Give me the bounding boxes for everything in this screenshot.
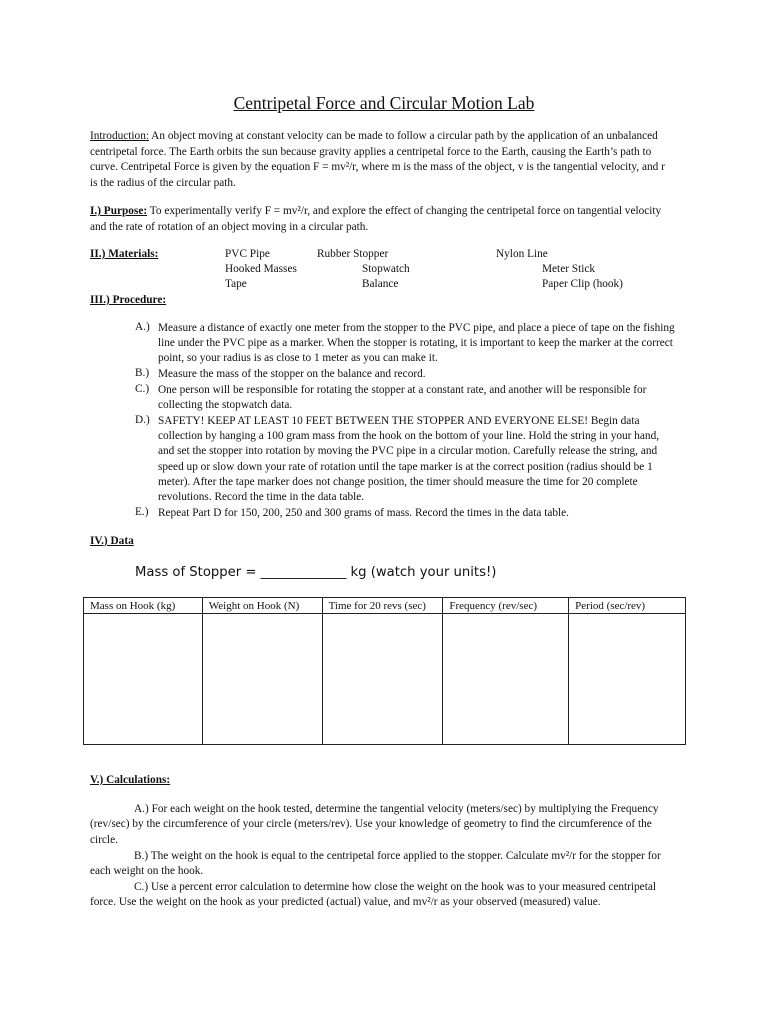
material-item: Rubber Stopper xyxy=(317,248,389,260)
calculation-item-a: A.) For each weight on the hook tested, determine the tangential velocity (meters/sec) by multiplying the Frequency (rev/sec) by the circumference of your circle (meters/rev). Use your knowledge of geometry to find the circumference of the circle. xyxy=(90,803,659,846)
procedure-step-e: Repeat Part D for 150, 200, 250 and 300 grams of mass. Record the times in the data table. xyxy=(158,507,569,519)
data-table xyxy=(83,597,686,745)
purpose-line-2: and the rate of rotation of an object moving in a circular path. xyxy=(90,220,369,233)
purpose-section xyxy=(90,204,690,235)
table-cell[interactable] xyxy=(84,614,203,745)
column-header: Weight on Hook (N) xyxy=(202,598,322,614)
procedure-step-d: SAFETY! KEEP AT LEAST 10 FEET BETWEEN THE STOPPER AND EVERYONE ELSE! Begin data collection by hanging a 100 gram mass from the hook on the bottom of your line. Hold the string in your hand, and set the stopper into rotation by moving the PVC pipe in a circular motion. Carefully release the string, and speed up or slow down your rate of rotation until the tape marker is at the correct position (radius should be 1 meter). After the tape marker does not change position, the timer should measure the time for 20 complete revolutions. Record the time in the data table. xyxy=(158,415,660,504)
table-cell[interactable] xyxy=(443,614,569,745)
intro-line-4: is the radius of the circular path. xyxy=(90,176,236,189)
intro-label: Introduction: xyxy=(90,130,149,142)
material-item: Hooked Masses xyxy=(225,263,297,275)
purpose-line-1: I.) Purpose: To experimentally verify F = mv²/r, and explore the effect of changing the centripetal force on tangential velocity xyxy=(90,205,662,217)
material-item: Balance xyxy=(362,278,399,290)
intro-line-2: centripetal force. The Earth orbits the sun because gravity applies a centripetal force to the Earth, causing the Earth’s path to xyxy=(90,145,652,158)
materials-label: II.) Materials: xyxy=(90,248,159,260)
calculations-label: V.) Calculations: xyxy=(90,774,171,786)
material-item: Tape xyxy=(225,278,247,290)
material-item: Stopwatch xyxy=(362,263,410,275)
table-row xyxy=(84,614,686,745)
step-letter: D.) xyxy=(135,414,150,426)
column-header: Period (sec/rev) xyxy=(569,598,686,614)
calculation-item-b: B.) The weight on the hook is equal to the centripetal force applied to the stopper. Calculate mv²/r for the stopper for each weight on the hook. xyxy=(90,850,661,878)
procedure-label: III.) Procedure: xyxy=(90,294,167,306)
table-cell[interactable] xyxy=(202,614,322,745)
table-cell[interactable] xyxy=(322,614,443,745)
procedure-step-c: One person will be responsible for rotating the stopper at a constant rate, and another will be responsible for collecting the stopwatch data. xyxy=(158,384,647,412)
data-label: IV.) Data xyxy=(90,535,134,547)
material-item: PVC Pipe xyxy=(225,248,270,260)
procedure-step-b: Measure the mass of the stopper on the balance and record. xyxy=(158,368,426,380)
introduction xyxy=(90,129,690,191)
document-title: Centripetal Force and Circular Motion Lab xyxy=(233,93,535,113)
intro-line-1: Introduction: An object moving at constant velocity can be made to follow a circular path by the application of an unbalanced xyxy=(90,130,658,142)
column-header: Mass on Hook (kg) xyxy=(84,598,203,614)
column-header: Frequency (rev/sec) xyxy=(443,598,569,614)
step-letter: E.) xyxy=(135,506,149,518)
step-letter: C.) xyxy=(135,383,150,395)
material-item: Meter Stick xyxy=(542,263,596,275)
material-item: Paper Clip (hook) xyxy=(542,278,623,290)
procedure-step-a: Measure a distance of exactly one meter from the stopper to the PVC pipe, and place a piece of tape on the fishing line under the PVC pipe as a marker. When the stopper is rotating, it is important to keep the marker at the correct point, so your radius is as close to 1 meter as you can make it. xyxy=(158,322,675,365)
table-cell[interactable] xyxy=(569,614,686,745)
calculation-item-c: C.) Use a percent error calculation to determine how close the weight on the hook was to your measured centripetal force. Use the weight on the hook as your predicted (actual) value, and mv²/r as your observed (measured) value. xyxy=(90,881,656,909)
step-letter: B.) xyxy=(135,367,150,379)
mass-of-stopper-line: Mass of Stopper = _____________ kg (watch your units!) xyxy=(135,565,497,580)
purpose-label: I.) Purpose: xyxy=(90,205,148,217)
column-header: Time for 20 revs (sec) xyxy=(322,598,443,614)
table-header-row xyxy=(84,598,686,614)
material-item: Nylon Line xyxy=(496,248,548,260)
intro-line-3: curve. Centripetal Force is given by the equation F = mv²/r, where m is the mass of the object, v is the tangential velocity, and r xyxy=(90,161,665,174)
step-letter: A.) xyxy=(135,321,150,333)
